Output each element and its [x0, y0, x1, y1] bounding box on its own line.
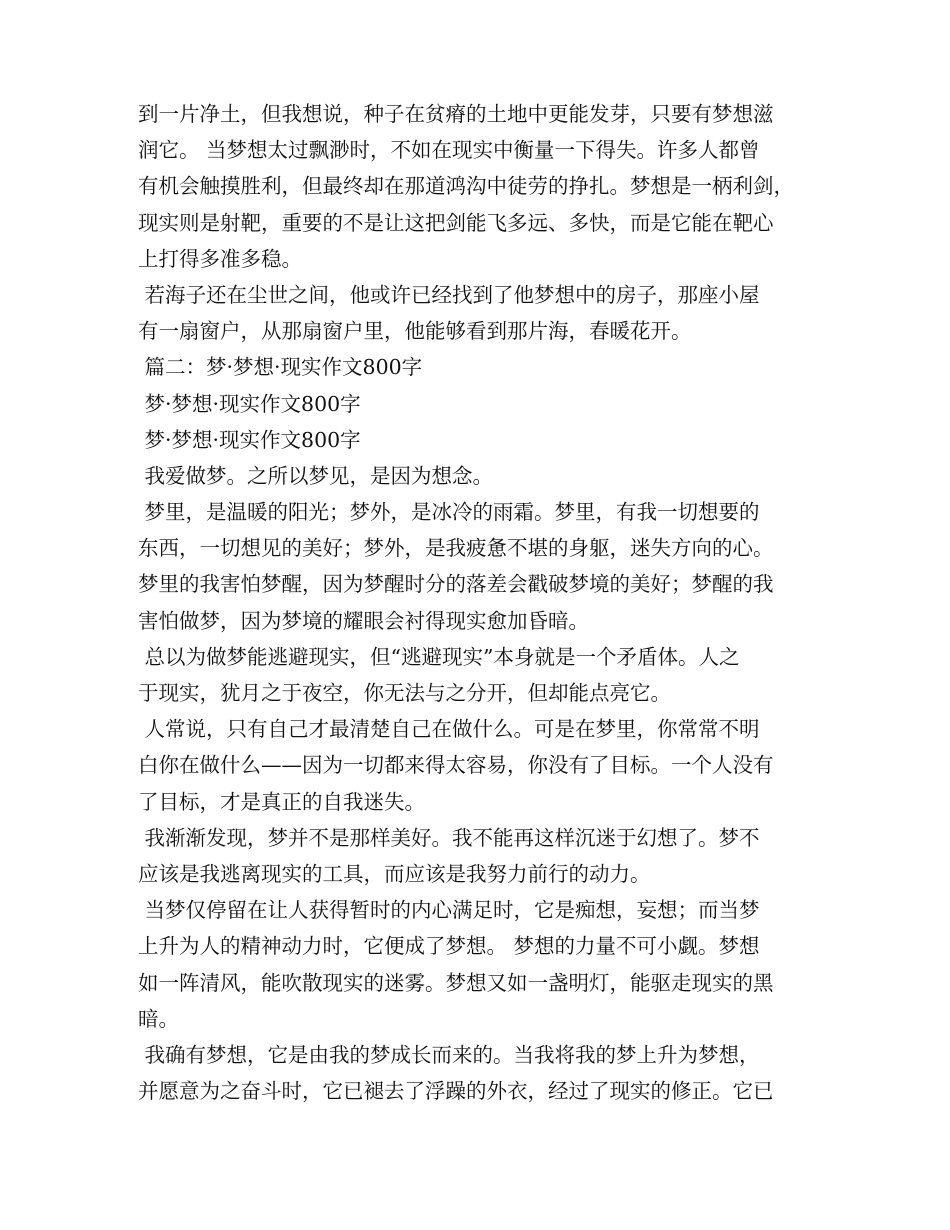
document-body: [138, 96, 818, 1109]
article-title: 梦·梦想·现实作文800字: [138, 391, 361, 416]
text-line: 并愿意为之奋斗时，它已褪去了浮躁的外衣，经过了现实的修正。它已: [138, 1079, 774, 1104]
text-line: 上升为人的精神动力时，它便成了梦想。 梦想的力量不可小觑。梦想: [138, 934, 760, 959]
text-line: 暗。: [138, 1006, 179, 1031]
text-line: 若海子还在尘世之间，他或许已经找到了他梦想中的房子，那座小屋: [138, 282, 760, 307]
text-line: 我确有梦想，它是由我的梦成长而来的。当我将我的梦上升为梦想，: [138, 1042, 760, 1067]
text-line: 润它。 当梦想太过飘渺时，不如在现实中衡量一下得失。许多人都曾: [138, 138, 760, 163]
text-line: 有机会触摸胜利，但最终却在那道鸿沟中徒劳的挣扎。梦想是一柄利剑，: [138, 174, 794, 199]
text-line: 东西，一切想见的美好；梦外，是我疲惫不堪的身躯，迷失方向的心。: [138, 536, 774, 561]
text-line: 梦里的我害怕梦醒，因为梦醒时分的落差会戳破梦境的美好；梦醒的我: [138, 572, 774, 597]
text-line: 梦里，是温暖的阳光；梦外，是冰冷的雨霜。梦里，有我一切想要的: [138, 500, 760, 525]
text-line: 有一扇窗户，从那扇窗户里，他能够看到那片海，春暖花开。: [138, 319, 692, 344]
text-line: 于现实，犹月之于夜空，你无法与之分开，但却能点亮它。: [138, 681, 671, 705]
text-line: 了目标，才是真正的自我迷失。: [138, 789, 425, 814]
text-line: 白你在做什么——因为一切都来得太容易，你没有了目标。一个人没有: [138, 753, 774, 778]
text-line: 总以为做梦能逃避现实，但“逃避现实”本身就是一个矛盾体。人之: [138, 644, 740, 669]
text-line: 如一阵清风，能吹散现实的迷雾。梦想又如一盏明灯，能驱走现实的黑: [138, 970, 774, 995]
text-line: 我爱做梦。之所以梦见，是因为想念。: [138, 463, 494, 488]
text-line: 上打得多准多稳。: [138, 246, 302, 271]
text-line: 人常说，只有自己才最清楚自己在做什么。可是在梦里，你常常不明: [138, 717, 760, 742]
text-line: 害怕做梦，因为梦境的耀眼会衬得现实愈加昏暗。: [138, 608, 589, 633]
text-line: 应该是我逃离现实的工具，而应该是我努力前行的动力。: [138, 861, 651, 886]
text-line: 我渐渐发现，梦并不是那样美好。我不能再这样沉迷于幻想了。梦不: [138, 825, 760, 850]
text-line: 当梦仅停留在让人获得暂时的内心满足时，它是痴想，妄想；而当梦: [138, 898, 760, 923]
text-line: 现实则是射靶，重要的不是让这把剑能飞多远、多快，而是它能在靶心: [138, 210, 774, 235]
section-heading: 篇二：梦·梦想·现实作文800字: [138, 355, 423, 380]
article-title: 梦·梦想·现实作文800字: [138, 427, 361, 452]
text-line: 到一片净土，但我想说，种子在贫瘠的土地中更能发芽，只要有梦想滋: [138, 102, 774, 126]
